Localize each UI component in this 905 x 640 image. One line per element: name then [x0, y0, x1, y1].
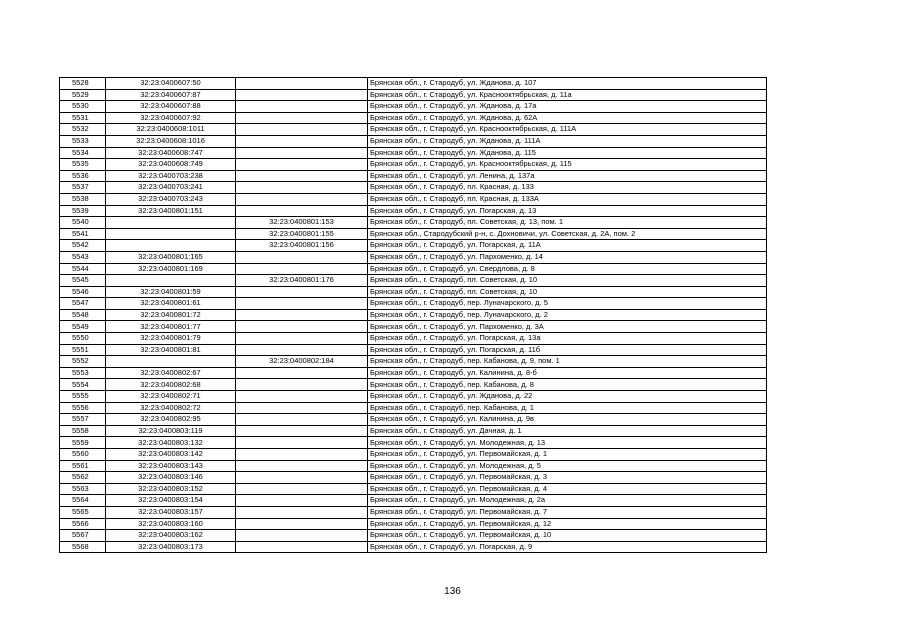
row-number-cell: 5564 — [60, 495, 106, 507]
address-cell: Брянская обл., г. Стародуб, пл. Советская, д. 13, пом. 1 — [368, 217, 767, 229]
address-cell: Брянская обл., г. Стародуб, пер. Кабанова, д. 1 — [368, 402, 767, 414]
premises-cadastral-number-cell — [236, 541, 368, 553]
cadastral-number-cell: 32:23:0400801:72 — [106, 309, 236, 321]
premises-cadastral-number-cell — [236, 333, 368, 345]
cadastral-number-cell: 32:23:0400803:173 — [106, 541, 236, 553]
premises-cadastral-number-cell — [236, 483, 368, 495]
table-row — [60, 228, 767, 240]
address-cell: Брянская обл., г. Стародуб, ул. Жданова, д. 22 — [368, 391, 767, 403]
premises-cadastral-number-cell — [236, 344, 368, 356]
table-row — [60, 530, 767, 542]
premises-cadastral-number-cell — [236, 367, 368, 379]
cadastral-number-cell — [106, 275, 236, 287]
row-number-cell: 5556 — [60, 402, 106, 414]
row-number-cell: 5560 — [60, 449, 106, 461]
address-cell: Брянская обл., г. Стародуб, пл. Красная, д. 133 — [368, 182, 767, 194]
table-row — [60, 78, 767, 90]
cadastral-number-cell: 32:23:0400801:77 — [106, 321, 236, 333]
table-row — [60, 193, 767, 205]
cadastral-number-cell: 32:23:0400608:1011 — [106, 124, 236, 136]
row-number-cell: 5545 — [60, 275, 106, 287]
cadastral-number-cell: 32:23:0400803:143 — [106, 460, 236, 472]
address-cell: Брянская обл., г. Стародуб, ул. Молодежная, д. 2а — [368, 495, 767, 507]
cadastral-number-cell: 32:23:0400803:160 — [106, 518, 236, 530]
table-row — [60, 506, 767, 518]
address-cell: Брянская обл., г. Стародуб, ул. Первомайская, д. 3 — [368, 472, 767, 484]
cadastral-number-cell: 32:23:0400703:241 — [106, 182, 236, 194]
premises-cadastral-number-cell — [236, 78, 368, 90]
row-number-cell: 5535 — [60, 159, 106, 171]
table-row — [60, 449, 767, 461]
premises-cadastral-number-cell — [236, 460, 368, 472]
table-row — [60, 402, 767, 414]
cadastral-number-cell: 32:23:0400801:151 — [106, 205, 236, 217]
address-cell: Брянская обл., г. Стародуб, ул. Свердлова, д. 8 — [368, 263, 767, 275]
address-cell: Брянская обл., г. Стародуб, ул. Пархоменко, д. 14 — [368, 251, 767, 263]
address-cell: Брянская обл., г. Стародуб, ул. Калинина, д. 9в — [368, 414, 767, 426]
address-cell: Брянская обл., г. Стародуб, ул. Первомайская, д. 12 — [368, 518, 767, 530]
row-number-cell: 5536 — [60, 170, 106, 182]
table-row — [60, 170, 767, 182]
premises-cadastral-number-cell — [236, 112, 368, 124]
row-number-cell: 5559 — [60, 437, 106, 449]
cadastral-number-cell: 32:23:0400801:81 — [106, 344, 236, 356]
cadastral-number-cell: 32:23:0400607:50 — [106, 78, 236, 90]
address-cell: Брянская обл., г. Стародуб, ул. Пархоменко, д. 3А — [368, 321, 767, 333]
row-number-cell: 5558 — [60, 425, 106, 437]
row-number-cell: 5542 — [60, 240, 106, 252]
cadastral-number-cell: 32:23:0400803:119 — [106, 425, 236, 437]
premises-cadastral-number-cell — [236, 425, 368, 437]
row-number-cell: 5563 — [60, 483, 106, 495]
table-row — [60, 275, 767, 287]
premises-cadastral-number-cell — [236, 449, 368, 461]
table-row — [60, 251, 767, 263]
address-cell: Брянская обл., г. Стародуб, ул. Погарская, д. 13а — [368, 333, 767, 345]
premises-cadastral-number-cell — [236, 506, 368, 518]
address-cell: Брянская обл., г. Стародуб, ул. Погарская, д. 13 — [368, 205, 767, 217]
page-number: 136 — [444, 586, 461, 597]
row-number-cell: 5534 — [60, 147, 106, 159]
table-row — [60, 286, 767, 298]
cadastral-number-cell: 32:23:0400802:72 — [106, 402, 236, 414]
premises-cadastral-number-cell — [236, 205, 368, 217]
row-number-cell: 5565 — [60, 506, 106, 518]
table-row — [60, 356, 767, 368]
table-row — [60, 205, 767, 217]
address-cell: Брянская обл., г. Стародуб, ул. Первомайская, д. 4 — [368, 483, 767, 495]
premises-cadastral-number-cell — [236, 472, 368, 484]
cadastral-number-cell: 32:23:0400802:68 — [106, 379, 236, 391]
table-row — [60, 333, 767, 345]
cadastral-number-cell: 32:23:0400802:67 — [106, 367, 236, 379]
table-row — [60, 159, 767, 171]
table-row — [60, 217, 767, 229]
table-row — [60, 518, 767, 530]
cadastral-number-cell — [106, 240, 236, 252]
row-number-cell: 5566 — [60, 518, 106, 530]
premises-cadastral-number-cell — [236, 263, 368, 275]
premises-cadastral-number-cell — [236, 402, 368, 414]
cadastral-number-cell — [106, 228, 236, 240]
premises-cadastral-number-cell — [236, 391, 368, 403]
cadastral-number-cell: 32:23:0400803:152 — [106, 483, 236, 495]
cadastral-number-cell: 32:23:0400803:157 — [106, 506, 236, 518]
address-cell: Брянская обл., г. Стародуб, ул. Погарская, д. 11А — [368, 240, 767, 252]
premises-cadastral-number-cell — [236, 124, 368, 136]
row-number-cell: 5548 — [60, 309, 106, 321]
address-cell: Брянская обл., г. Стародуб, ул. Жданова, д. 111А — [368, 135, 767, 147]
address-cell: Брянская обл., г. Стародуб, ул. Первомайская, д. 7 — [368, 506, 767, 518]
table-row — [60, 124, 767, 136]
table-row — [60, 495, 767, 507]
row-number-cell: 5568 — [60, 541, 106, 553]
address-cell: Брянская обл., г. Стародуб, ул. Молодежная, д. 5 — [368, 460, 767, 472]
premises-cadastral-number-cell — [236, 530, 368, 542]
premises-cadastral-number-cell — [236, 101, 368, 113]
row-number-cell: 5539 — [60, 205, 106, 217]
row-number-cell: 5546 — [60, 286, 106, 298]
address-cell: Брянская обл., г. Стародуб, ул. Краснооктябрьская, д. 11а — [368, 89, 767, 101]
table-row — [60, 263, 767, 275]
row-number-cell: 5537 — [60, 182, 106, 194]
premises-cadastral-number-cell — [236, 518, 368, 530]
row-number-cell: 5551 — [60, 344, 106, 356]
address-cell: Брянская обл., г. Стародуб, ул. Первомайская, д. 10 — [368, 530, 767, 542]
address-cell: Брянская обл., г. Стародуб, ул. Жданова, д. 62А — [368, 112, 767, 124]
row-number-cell: 5561 — [60, 460, 106, 472]
address-cell: Брянская обл., г. Стародуб, пер. Кабанова, д. 9, пом. 1 — [368, 356, 767, 368]
row-number-cell: 5528 — [60, 78, 106, 90]
table-row — [60, 367, 767, 379]
row-number-cell: 5532 — [60, 124, 106, 136]
address-cell: Брянская обл., г. Стародуб, ул. Жданова, д. 115 — [368, 147, 767, 159]
address-cell: Брянская обл., г. Стародуб, ул. Жданова, д. 107 — [368, 78, 767, 90]
table-row — [60, 240, 767, 252]
premises-cadastral-number-cell — [236, 182, 368, 194]
cadastral-number-cell: 32:23:0400801:79 — [106, 333, 236, 345]
table-row — [60, 101, 767, 113]
premises-cadastral-number-cell — [236, 414, 368, 426]
table-row — [60, 135, 767, 147]
row-number-cell: 5529 — [60, 89, 106, 101]
premises-cadastral-number-cell: 32:23:0400801:155 — [236, 228, 368, 240]
cadastral-number-cell: 32:23:0400802:95 — [106, 414, 236, 426]
row-number-cell: 5549 — [60, 321, 106, 333]
premises-cadastral-number-cell — [236, 298, 368, 310]
premises-cadastral-number-cell — [236, 159, 368, 171]
cadastral-number-cell: 32:23:0400801:61 — [106, 298, 236, 310]
table-row — [60, 460, 767, 472]
table-row — [60, 309, 767, 321]
address-cell: Брянская обл., Стародубский р-н, с. Дохновичи, ул. Советская, д. 2А, пом. 2 — [368, 228, 767, 240]
cadastral-number-cell: 32:23:0400703:238 — [106, 170, 236, 182]
premises-cadastral-number-cell — [236, 309, 368, 321]
address-cell: Брянская обл., г. Стародуб, ул. Погарская, д. 11б — [368, 344, 767, 356]
table-row — [60, 425, 767, 437]
table-row — [60, 112, 767, 124]
cadastral-number-cell: 32:23:0400801:169 — [106, 263, 236, 275]
table-row — [60, 541, 767, 553]
row-number-cell: 5543 — [60, 251, 106, 263]
premises-cadastral-number-cell — [236, 251, 368, 263]
row-number-cell: 5530 — [60, 101, 106, 113]
premises-cadastral-number-cell — [236, 193, 368, 205]
address-cell: Брянская обл., г. Стародуб, пер. Кабанова, д. 8 — [368, 379, 767, 391]
address-cell: Брянская обл., г. Стародуб, пл. Красная, д. 133А — [368, 193, 767, 205]
cadastral-number-cell: 32:23:0400803:142 — [106, 449, 236, 461]
premises-cadastral-number-cell — [236, 135, 368, 147]
cadastral-number-cell: 32:23:0400607:87 — [106, 89, 236, 101]
premises-cadastral-number-cell: 32:23:0400801:176 — [236, 275, 368, 287]
premises-cadastral-number-cell — [236, 379, 368, 391]
row-number-cell: 5557 — [60, 414, 106, 426]
cadastral-number-cell: 32:23:0400607:92 — [106, 112, 236, 124]
premises-cadastral-number-cell — [236, 286, 368, 298]
premises-cadastral-number-cell — [236, 147, 368, 159]
row-number-cell: 5533 — [60, 135, 106, 147]
table-row — [60, 483, 767, 495]
address-cell: Брянская обл., г. Стародуб, пер. Луначарского, д. 5 — [368, 298, 767, 310]
table-row — [60, 147, 767, 159]
cadastral-number-cell: 32:23:0400803:154 — [106, 495, 236, 507]
address-cell: Брянская обл., г. Стародуб, ул. Краснооктябрьская, д. 115 — [368, 159, 767, 171]
table-row — [60, 472, 767, 484]
row-number-cell: 5541 — [60, 228, 106, 240]
row-number-cell: 5550 — [60, 333, 106, 345]
cadastral-number-cell: 32:23:0400803:162 — [106, 530, 236, 542]
table-body — [60, 78, 767, 553]
address-cell: Брянская обл., г. Стародуб, пл. Советская, д. 10 — [368, 286, 767, 298]
address-cell: Брянская обл., г. Стародуб, ул. Ленина, д. 137а — [368, 170, 767, 182]
table-row — [60, 437, 767, 449]
premises-cadastral-number-cell — [236, 495, 368, 507]
row-number-cell: 5554 — [60, 379, 106, 391]
cadastral-number-cell: 32:23:0400607:88 — [106, 101, 236, 113]
cadastral-number-cell: 32:23:0400801:165 — [106, 251, 236, 263]
table-row — [60, 379, 767, 391]
row-number-cell: 5567 — [60, 530, 106, 542]
premises-cadastral-number-cell — [236, 437, 368, 449]
cadastral-number-cell: 32:23:0400803:146 — [106, 472, 236, 484]
address-cell: Брянская обл., г. Стародуб, пер. Луначарского, д. 2 — [368, 309, 767, 321]
cadastral-number-cell — [106, 356, 236, 368]
cadastral-table — [59, 77, 767, 553]
table-row — [60, 391, 767, 403]
cadastral-number-cell: 32:23:0400801:59 — [106, 286, 236, 298]
address-cell: Брянская обл., г. Стародуб, ул. Краснооктябрьская, д. 111А — [368, 124, 767, 136]
table-row — [60, 414, 767, 426]
cadastral-number-cell: 32:23:0400703:243 — [106, 193, 236, 205]
cadastral-number-cell: 32:23:0400608:747 — [106, 147, 236, 159]
row-number-cell: 5544 — [60, 263, 106, 275]
address-cell: Брянская обл., г. Стародуб, ул. Молодежная, д. 13 — [368, 437, 767, 449]
premises-cadastral-number-cell: 32:23:0400801:153 — [236, 217, 368, 229]
table-row — [60, 89, 767, 101]
address-cell: Брянская обл., г. Стародуб, ул. Калинина, д. 8-б — [368, 367, 767, 379]
row-number-cell: 5531 — [60, 112, 106, 124]
table-row — [60, 298, 767, 310]
cadastral-number-cell: 32:23:0400608:749 — [106, 159, 236, 171]
row-number-cell: 5562 — [60, 472, 106, 484]
premises-cadastral-number-cell: 32:23:0400801:156 — [236, 240, 368, 252]
row-number-cell: 5555 — [60, 391, 106, 403]
premises-cadastral-number-cell — [236, 89, 368, 101]
row-number-cell: 5547 — [60, 298, 106, 310]
premises-cadastral-number-cell: 32:23:0400802:184 — [236, 356, 368, 368]
row-number-cell: 5540 — [60, 217, 106, 229]
address-cell: Брянская обл., г. Стародуб, ул. Дачная, д. 1 — [368, 425, 767, 437]
cadastral-number-cell: 32:23:0400802:71 — [106, 391, 236, 403]
table-row — [60, 321, 767, 333]
cadastral-number-cell: 32:23:0400608:1016 — [106, 135, 236, 147]
row-number-cell: 5553 — [60, 367, 106, 379]
table-row — [60, 182, 767, 194]
cadastral-number-cell — [106, 217, 236, 229]
address-cell: Брянская обл., г. Стародуб, ул. Первомайская, д. 1 — [368, 449, 767, 461]
row-number-cell: 5552 — [60, 356, 106, 368]
table-row — [60, 344, 767, 356]
address-cell: Брянская обл., г. Стародуб, ул. Жданова, д. 17а — [368, 101, 767, 113]
address-cell: Брянская обл., г. Стародуб, пл. Советская, д. 10 — [368, 275, 767, 287]
premises-cadastral-number-cell — [236, 321, 368, 333]
premises-cadastral-number-cell — [236, 170, 368, 182]
row-number-cell: 5538 — [60, 193, 106, 205]
address-cell: Брянская обл., г. Стародуб, ул. Погарская, д. 9 — [368, 541, 767, 553]
cadastral-number-cell: 32:23:0400803:132 — [106, 437, 236, 449]
